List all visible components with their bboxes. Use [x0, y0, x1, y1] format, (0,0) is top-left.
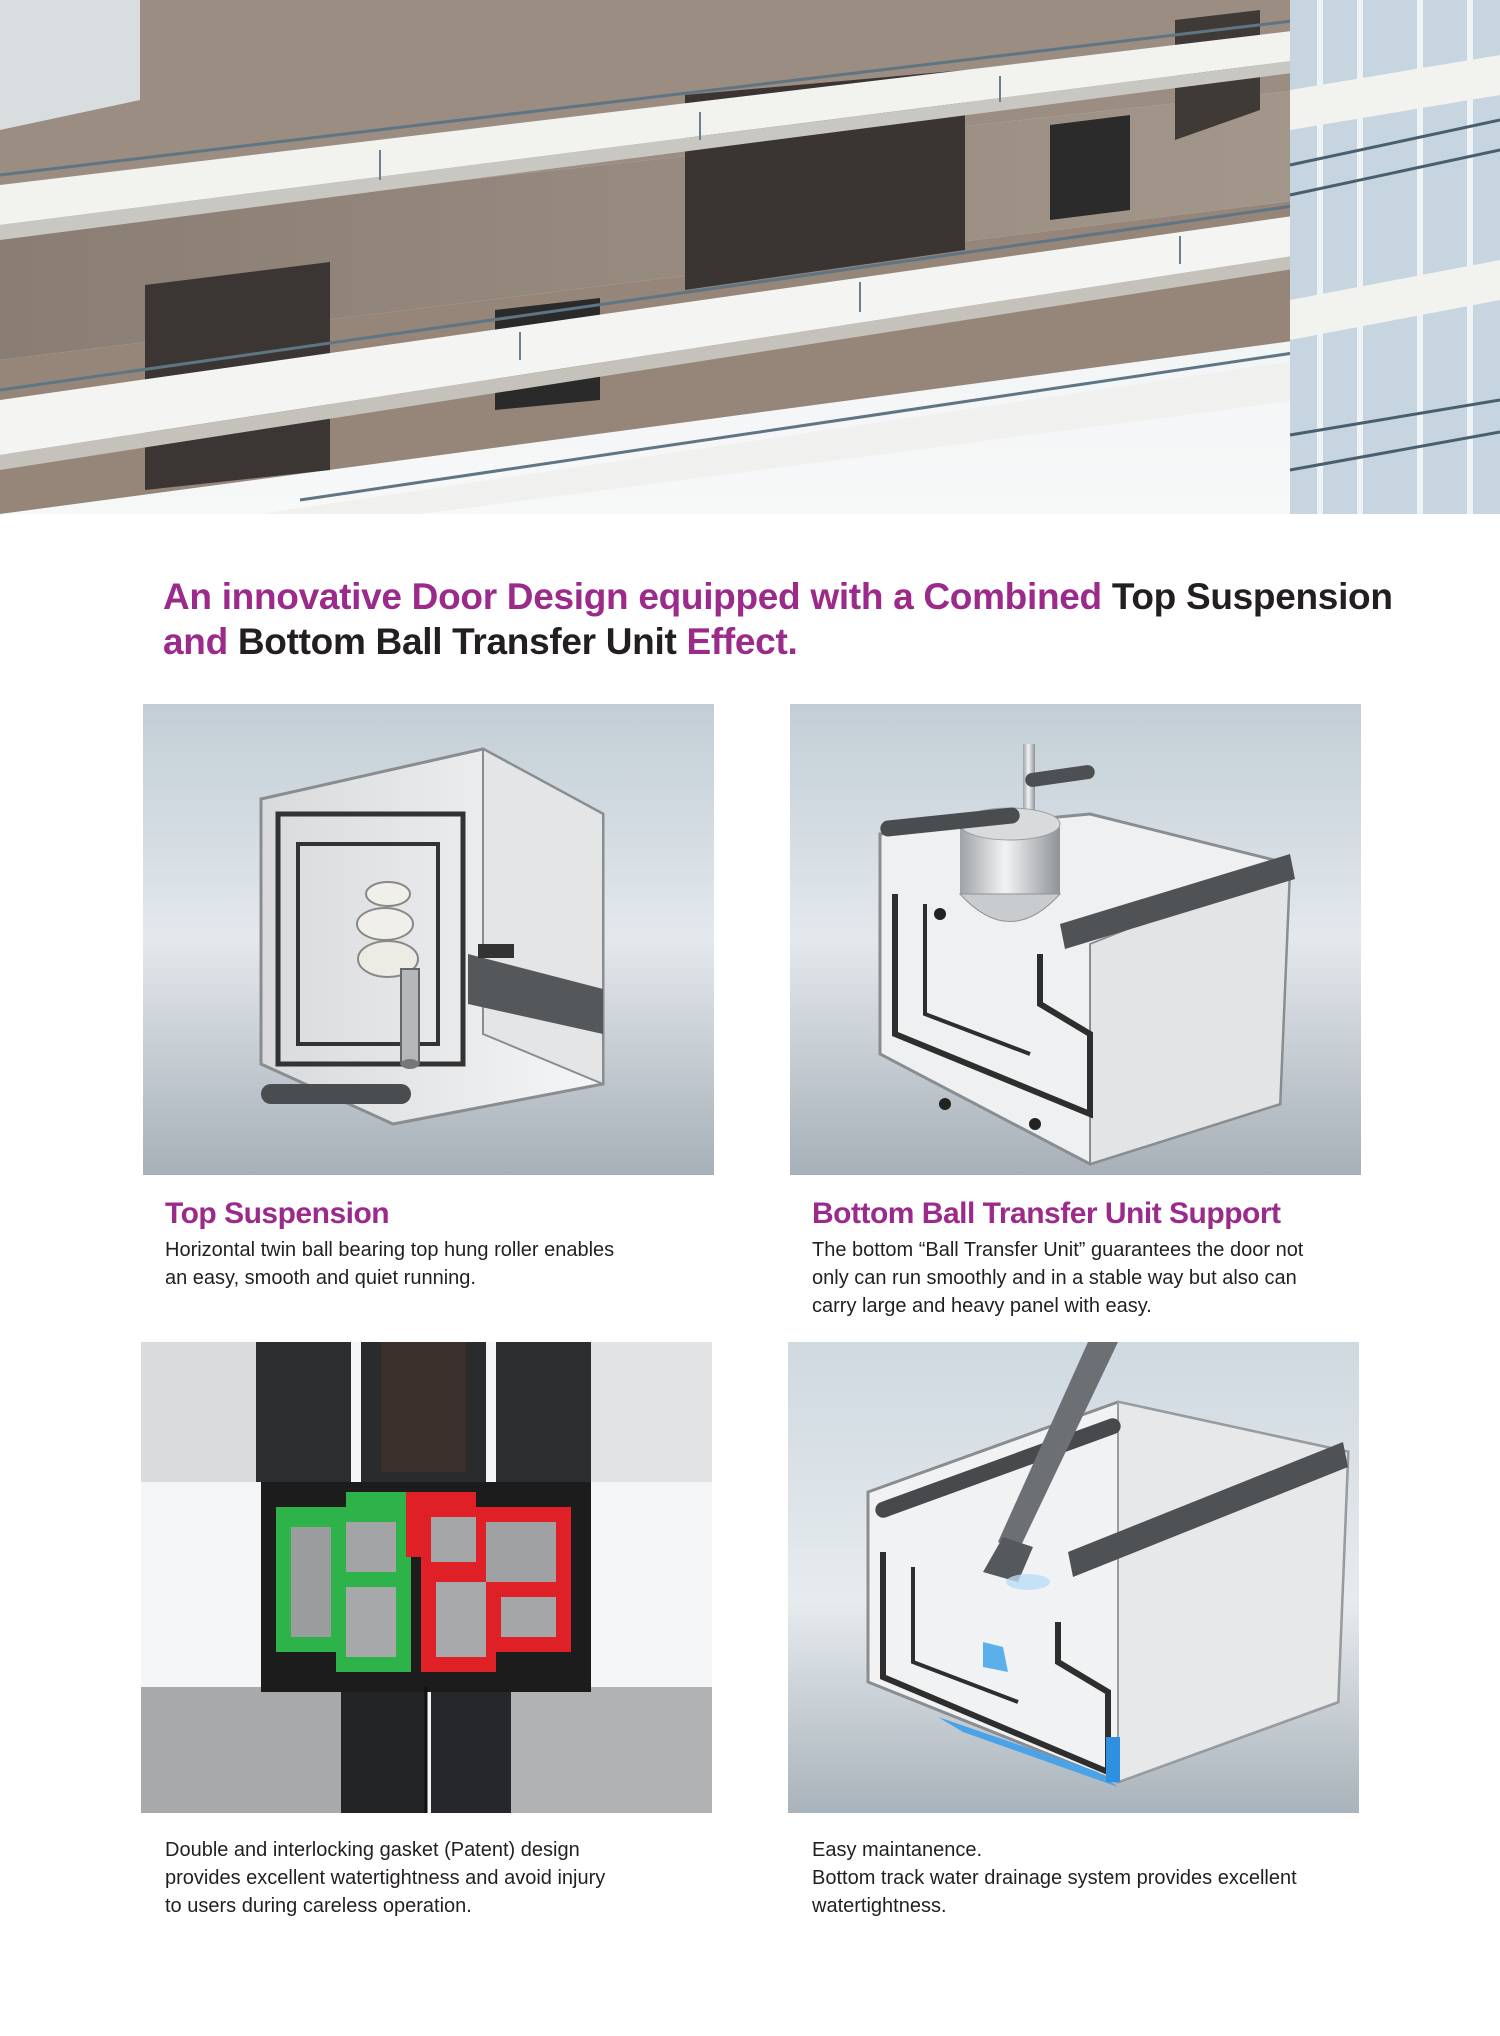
feature-text: The bottom “Ball Transfer Unit” guarantees the door not only can run smoothly and in a stable way but also can carry large and heavy panel with easy. — [812, 1239, 1304, 1317]
headline-part-3: and — [163, 621, 238, 662]
headline-part-4: Bottom Ball Transfer Unit — [237, 621, 677, 662]
bottom-ball-transfer-unit-section — [790, 704, 1361, 1175]
drainage-track-section — [788, 1342, 1359, 1813]
building-balconies-photo — [0, 0, 1500, 514]
feature-bottom-ball-transfer — [812, 1196, 1372, 1320]
top-suspension-roller-section — [143, 704, 714, 1175]
interlocking-gasket-section — [141, 1342, 712, 1813]
feature-drainage — [812, 1836, 1372, 1920]
headline-part-5: Effect. — [676, 621, 798, 662]
headline-part-1: An innovative Door Design equipped with a Combined — [163, 576, 1112, 617]
feature-title: Bottom Ball Transfer Unit Support — [812, 1197, 1281, 1230]
green-gasket — [276, 1492, 411, 1672]
feature-text: Easy maintanence. Bottom track water drainage system provides excellent watertightness. — [812, 1839, 1297, 1917]
red-gasket — [406, 1492, 571, 1672]
headline-part-2: Top Suspension — [1111, 576, 1393, 617]
feature-title: Top Suspension — [165, 1197, 390, 1230]
headline — [163, 574, 1423, 664]
feature-top-suspension — [165, 1196, 725, 1292]
feature-text: Horizontal twin ball bearing top hung roller enables an easy, smooth and quiet running. — [165, 1239, 615, 1289]
feature-gasket — [165, 1836, 725, 1920]
feature-text: Double and interlocking gasket (Patent) design provides excellent watertightness and avoid injury to users during careless operation. — [165, 1839, 606, 1917]
